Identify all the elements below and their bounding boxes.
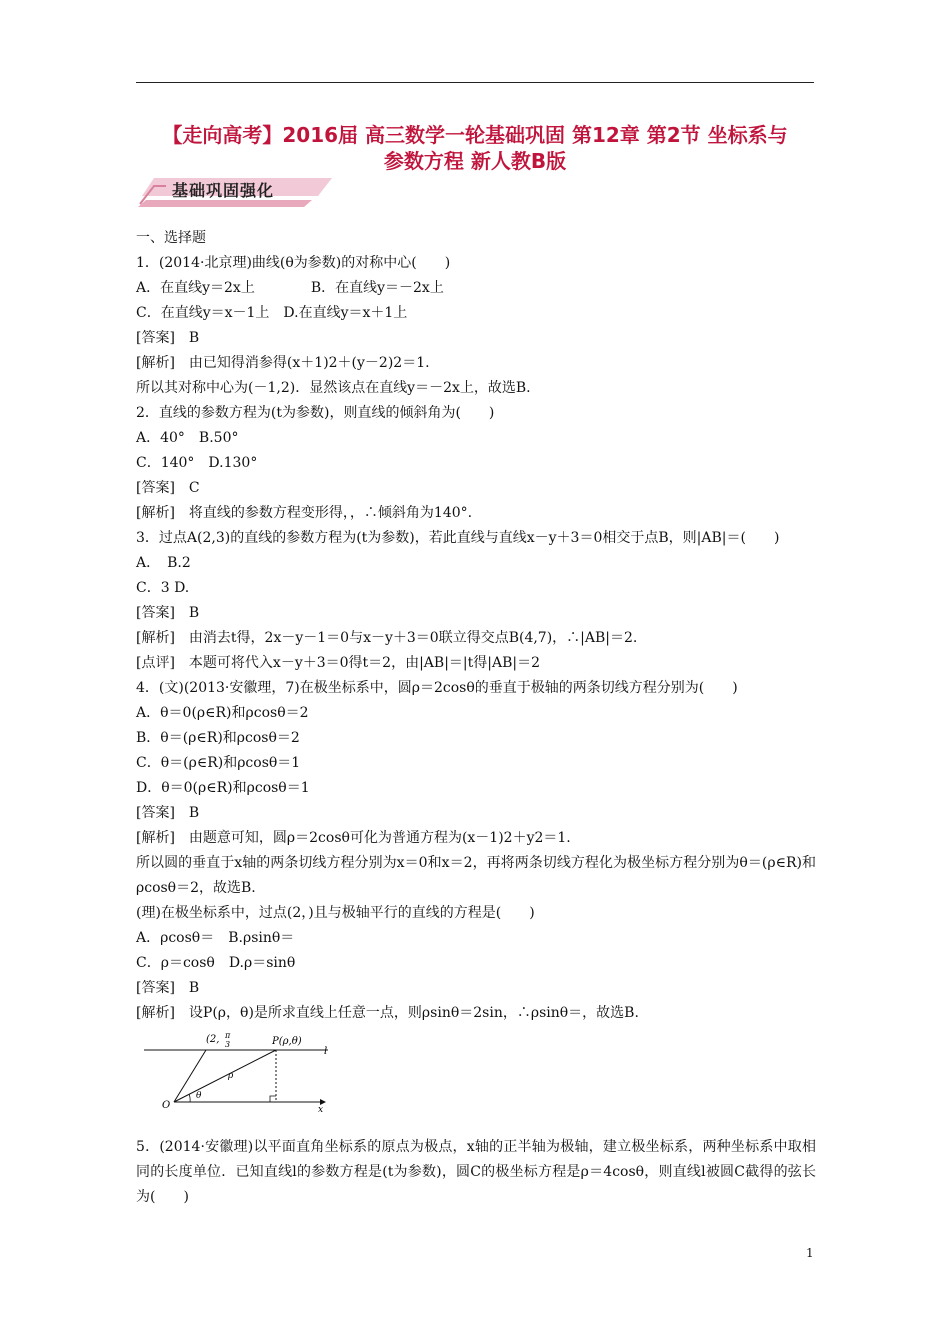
text-line: A．在直线y＝2x上 B．在直线y＝－2x上 — [136, 280, 444, 296]
text-line: 1．(2014·北京理)曲线(θ为参数)的对称中心( ) — [136, 255, 451, 271]
text-line: 所以其对称中心为(－1,2)．显然该点在直线y＝－2x上，故选B. — [136, 380, 531, 396]
point-label: (2, — [206, 1034, 220, 1045]
text-line: C．140° D.130° — [136, 455, 258, 471]
text-line: A．θ＝0(ρ∈R)和ρcosθ＝2 — [136, 705, 309, 721]
text-line: [解析] 将直线的参数方程变形得，，∴倾斜角为140°. — [136, 505, 473, 521]
text-line: 5．(2014·安徽理)以平面直角坐标系的原点为极点，x轴的正半轴为极轴，建立极坐标系，两种坐标系中取相同的长度单位．已知直线l的参数方程是(t为参数)，圆C的极坐标方程是ρ＝4cosθ，则直线l被圆C截得的弦长为( ) — [136, 1139, 816, 1205]
text-line: 一、选择题 — [136, 230, 206, 246]
x-axis-label: x — [318, 1105, 324, 1112]
text-line: D．θ＝0(ρ∈R)和ρcosθ＝1 — [136, 780, 310, 796]
text-line: [答案] B — [136, 980, 200, 996]
text-line: [答案] B — [136, 605, 200, 621]
three-label: 3 — [225, 1040, 231, 1049]
text-line: C．ρ＝cosθ D.ρ＝sinθ — [136, 955, 296, 971]
text-line: C．在直线y＝x－1上 D.在直线y＝x＋1上 — [136, 305, 408, 321]
text-line: [解析] 设P(ρ，θ)是所求直线上任意一点，则ρsinθ＝2sin，∴ρsinθ＝，故选B. — [136, 1005, 639, 1021]
section-banner-label: 基础巩固强化 — [172, 181, 275, 200]
l-label: l — [324, 1046, 328, 1057]
text-line: C．θ＝(ρ∈R)和ρcosθ＝1 — [136, 755, 301, 771]
text-line: [解析] 由已知得消参得(x＋1)2＋(y－2)2＝1. — [136, 355, 430, 371]
p-label: P(ρ,θ) — [272, 1036, 302, 1047]
polar-line-figure — [136, 1030, 336, 1112]
text-line: [答案] B — [136, 330, 200, 346]
page-number: 1 — [806, 1246, 814, 1260]
text-line: [答案] B — [136, 805, 200, 821]
text-line: 4．(文)(2013·安徽理，7)在极坐标系中，圆ρ＝2cosθ的垂直于极轴的两条切线方程分别为( ) — [136, 680, 738, 696]
theta-label: θ — [196, 1091, 202, 1101]
text-line: 所以圆的垂直于x轴的两条切线方程分别为x＝0和x＝2，再将两条切线方程化为极坐标方程分别为θ＝(ρ∈R)和ρcosθ＝2，故选B. — [136, 855, 816, 896]
text-line: A．40° B.50° — [136, 430, 239, 446]
text-line: [解析] 由题意可知，圆ρ＝2cosθ可化为普通方程为(x－1)2＋y2＝1. — [136, 830, 571, 846]
text-line: [解析] 由消去t得，2x－y－1＝0与x－y＋3＝0联立得交点B(4,7)，∴|AB|＝2. — [136, 630, 638, 646]
rho-label: ρ — [228, 1071, 234, 1081]
text-line: (理)在极坐标系中，过点(2，)且与极轴平行的直线的方程是( ) — [136, 905, 535, 921]
text-line: A． B.2 — [136, 555, 191, 571]
title-line-2: 参数方程 新人教B版 — [383, 149, 567, 173]
text-line: 3．过点A(2,3)的直线的参数方程为(t为参数)，若此直线与直线x－y＋3＝0相交于点B，则|AB|＝( ) — [136, 530, 780, 546]
text-line: A．ρcosθ＝ B.ρsinθ＝ — [136, 930, 295, 946]
text-line: 2．直线的参数方程为(t为参数)，则直线的倾斜角为( ) — [136, 405, 495, 421]
header-rule — [136, 82, 814, 83]
document-title — [136, 122, 814, 174]
o-label: O — [162, 1100, 171, 1111]
document-body — [136, 226, 816, 1210]
text-line: C．3 D. — [136, 580, 190, 596]
title-line-1: 【走向高考】2016届 高三数学一轮基础巩固 第12章 第2节 坐标系与 — [162, 123, 788, 147]
pi-label: π — [225, 1031, 231, 1040]
text-line: B．θ＝(ρ∈R)和ρcosθ＝2 — [136, 730, 300, 746]
text-line: [答案] C — [136, 480, 200, 496]
text-line: [点评] 本题可将代入x－y＋3＝0得t＝2，由|AB|＝|t得|AB|＝2 — [136, 655, 540, 671]
